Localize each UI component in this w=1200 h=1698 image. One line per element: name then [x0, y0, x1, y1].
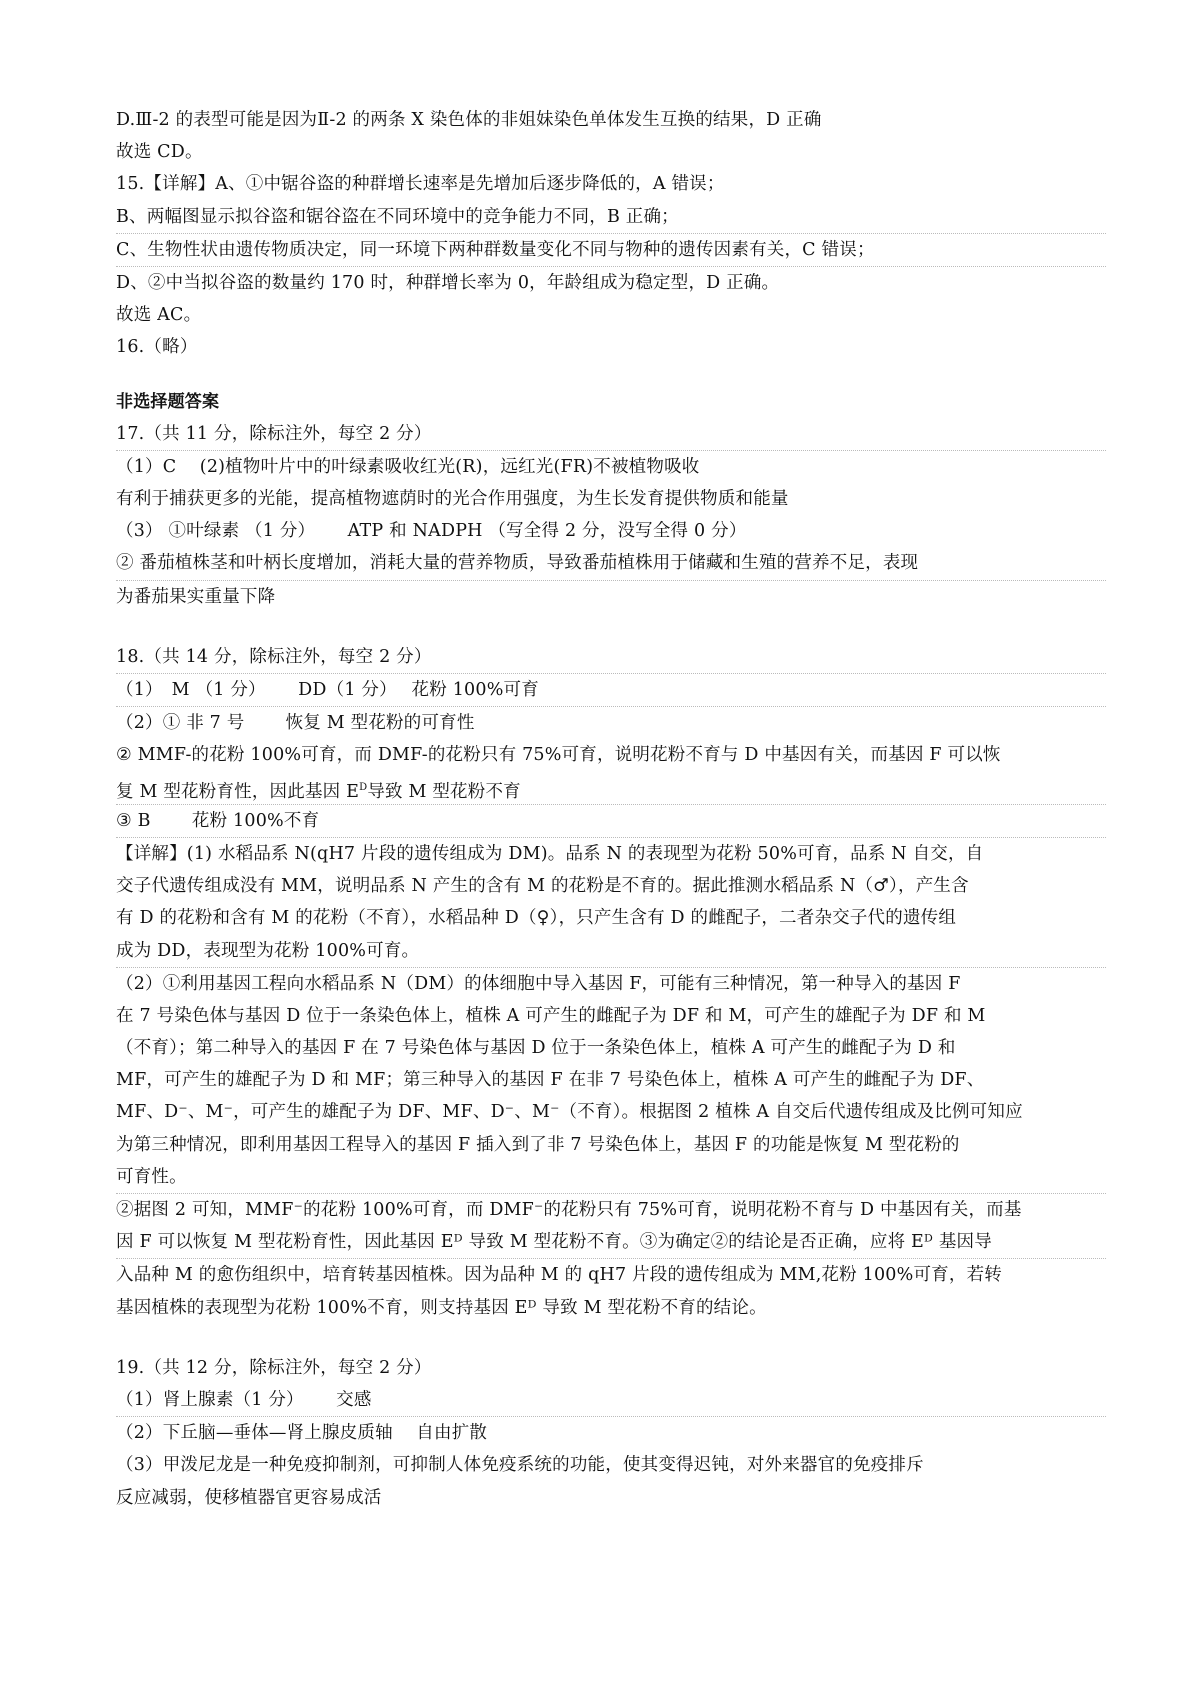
text-line: （3）甲泼尼龙是一种免疫抑制剂，可抑制人体免疫系统的功能，使其变得迟钝，对外来器官的免疫排斥	[116, 1455, 924, 1476]
text-line: 16.（略）	[116, 337, 198, 358]
text-line: 因 F 可以恢复 M 型花粉育性，因此基因 Eᴰ 导致 M 型花粉不育。③为确定②的结论是否正确，应将 Eᴰ 基因导	[116, 1226, 1106, 1259]
text-line: 有 D 的花粉和含有 M 的花粉（不育），水稻品种 D（♀），只产生含有 D 的雌配子，二者杂交子代的遗传组	[116, 908, 957, 929]
text-line: 为番茄果实重量下降	[116, 586, 276, 607]
question-header: 17.（共 11 分，除标注外，每空 2 分）	[116, 418, 1106, 451]
text-line: 有利于捕获更多的光能，提高植物遮荫时的光合作用强度，为生长发育提供物质和能量	[116, 489, 789, 510]
text-fragment: 导致 M 型花粉不育	[367, 781, 521, 802]
text-line: （1）肾上腺素（1 分） 交感	[116, 1384, 1106, 1417]
text-line: D、②中当拟谷盗的数量约 170 时，种群增长率为 0，年龄组成为稳定型，D 正确。	[116, 272, 780, 293]
text-line: 交子代遗传组成没有 MM，说明品系 N 产生的含有 M 的花粉是不育的。据此推测水稻品系 N（♂），产生含	[116, 876, 969, 897]
text-line: 反应减弱，使移植器官更容易成活	[116, 1487, 382, 1508]
section-heading: 非选择题答案	[116, 391, 220, 412]
text-line: （2）①利用基因工程向水稻品系 N（DM）的体细胞中导入基因 F，可能有三种情况，第一种导入的基因 F	[116, 973, 961, 994]
text-line: B、两幅图显示拟谷盗和锯谷盗在不同环境中的竞争能力不同，B 正确；	[116, 201, 1106, 234]
text-line: （不育）；第二种导入的基因 F 在 7 号染色体与基因 D 位于一条染色体上，植株 A 可产生的雌配子为 D 和	[116, 1038, 956, 1059]
text-line: 基因植株的表现型为花粉 100%不育，则支持基因 Eᴰ 导致 M 型花粉不育的结论。	[116, 1297, 767, 1318]
text-line: D.Ⅲ-2 的表型可能是因为Ⅱ-2 的两条 X 染色体的非姐妹染色单体发生互换的结果，D 正确	[116, 110, 822, 130]
text-line: （2）下丘脑—垂体—肾上腺皮质轴 自由扩散	[116, 1423, 488, 1444]
text-line: （1）C (2)植物叶片中的叶绿素吸收红光(R)，远红光(FR)不被植物吸收	[116, 456, 700, 477]
text-line: 入品种 M 的愈伤组织中，培育转基因植株。因为品种 M 的 qH7 片段的遗传组成为 MM,花粉 100%可育，若转	[116, 1265, 1002, 1286]
text-line: （2）① 非 7 号 恢复 M 型花粉的可育性	[116, 713, 475, 734]
text-line: ③ B 花粉 100%不育	[116, 805, 1106, 838]
text-line: 为第三种情况，即利用基因工程导入的基因 F 插入到了非 7 号染色体上，基因 F 的功能是恢复 M 型花粉的	[116, 1134, 960, 1155]
text-line: ② 番茄植株茎和叶柄长度增加，消耗大量的营养物质，导致番茄植株用于储藏和生殖的营养不足，表现	[116, 547, 1106, 580]
text-line: （3） ①叶绿素 （1 分） ATP 和 NADPH （写全得 2 分，没写全得 0 分）	[116, 521, 747, 542]
text-line: 故选 AC。	[116, 305, 202, 326]
text-line: 15.【详解】A、①中锯谷盗的种群增长速率是先增加后逐步降低的，A 错误；	[116, 174, 725, 195]
text-line: ② MMF-的花粉 100%可育，而 DMF-的花粉只有 75%可育，说明花粉不育与 D 中基因有关，而基因 F 可以恢	[116, 745, 1001, 766]
text-line: MF、D⁻、M⁻，可产生的雄配子为 DF、MF、D⁻、M⁻（不育）。根据图 2 植株 A 自交后代遗传组成及比例可知应	[116, 1102, 1023, 1123]
text-line: 在 7 号染色体与基因 D 位于一条染色体上，植株 A 可产生的雌配子为 DF 和 M，可产生的雄配子为 DF 和 M	[116, 1005, 986, 1026]
text-line: 成为 DD，表现型为花粉 100%可育。	[116, 935, 1106, 968]
answer-document	[116, 104, 1106, 1514]
text-line: ②据图 2 可知，MMF⁻的花粉 100%可育，而 DMF⁻的花粉只有 75%可育，说明花粉不育与 D 中基因有关，而基	[116, 1200, 1022, 1220]
text-line: 可育性。	[116, 1161, 1106, 1194]
question-header: 18.（共 14 分，除标注外，每空 2 分）	[116, 641, 1106, 674]
text-line: 【详解】(1) 水稻品系 N(qH7 片段的遗传组成为 DM)。品系 N 的表现型为花粉 50%可育，品系 N 自交，自	[116, 843, 984, 864]
text-line: MF，可产生的雄配子为 D 和 MF；第三种导入的基因 F 在非 7 号染色体上，植株 A 可产生的雌配子为 DF、	[116, 1070, 985, 1091]
text-line: 故选 CD。	[116, 142, 203, 163]
question-header: 19.（共 12 分，除标注外，每空 2 分）	[116, 1357, 432, 1378]
superscript: D	[359, 781, 368, 793]
text-fragment: 复 M 型花粉育性，因此基因 E	[116, 781, 360, 802]
text-line: （1） M （1 分） DD（1 分） 花粉 100%可育	[116, 674, 1106, 707]
text-line	[116, 772, 1106, 805]
text-line: C、生物性状由遗传物质决定，同一环境下两种群数量变化不同与物种的遗传因素有关，C 错误；	[116, 234, 1106, 267]
